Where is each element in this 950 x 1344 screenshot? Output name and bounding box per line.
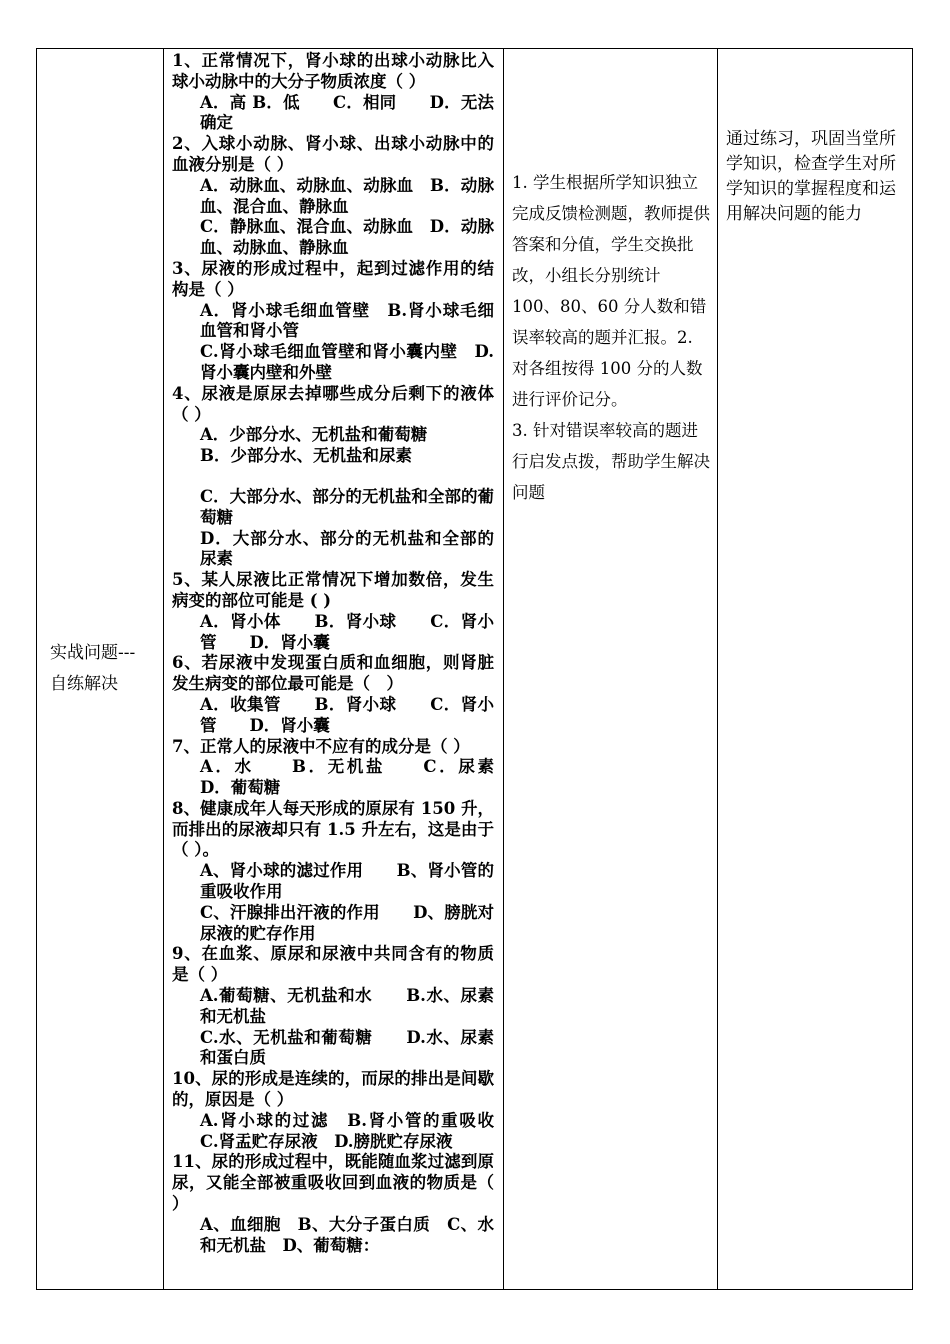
question-options: A、肾小球的滤过作用 B、肾小管的重吸收作用 [200,861,494,902]
teacher-paragraph: 1. 学生根据所学知识独立完成反馈检测题，教师提供答案和分值，学生交换批改，小组长分别统计 100、80、60 分人数和错误率较高的题并汇报。2. 对各组按得 100 分的人数进行评价记分。 [512,173,710,409]
question-stem: 3、尿液的形成过程中，起到过滤作用的结构是（ ） [172,258,494,299]
question-item [172,51,494,134]
question-options: A、血细胞 B、大分子蛋白质 C、水和无机盐 D、葡萄糖： [200,1214,494,1255]
question-options: A．肾小体 B．肾小球 C．肾小管 D．肾小囊 [200,611,494,652]
question-options: A．少部分水、无机盐和葡萄糖 [200,425,428,445]
question-item [172,799,494,945]
question-item [172,134,494,259]
question-options: A.肾小球的过滤 B.肾小管的重吸收 C.肾盂贮存尿液 D.膀胱贮存尿液 [200,1110,511,1151]
question-stem: 7、正常人的尿液中不应有的成分是（ ） [172,736,470,756]
design-intent-text: 通过练习，巩固当堂所学知识，检查学生对所学知识的掌握程度和运用解决问题的能力 [726,129,896,224]
question-item [172,653,494,736]
question-stem: 4、尿液是原尿去掉哪些成分后剩下的液体（ ） [172,383,494,424]
stage-cell [37,49,164,1290]
lesson-plan-table [36,48,913,1290]
stage-label: 实战问题---自练解决 [50,643,136,694]
question-options: A．水 B．无机盐 C．尿素 D．葡萄糖 [200,757,511,798]
questions-cell [164,49,511,1290]
question-options: A．收集管 B．肾小球 C．肾小管 D．肾小囊 [200,694,494,735]
question-item [172,384,494,570]
design-intent-cell [718,49,913,1290]
question-item [172,944,494,1069]
question-options: C．大部分水、部分的无机盐和全部的葡萄糖 [200,486,494,527]
question-item [172,570,494,653]
question-options: A．动脉血、动脉血、动脉血 B．动脉血、混合血、静脉血 [200,175,494,216]
question-item [172,1152,494,1256]
question-options: C.水、无机盐和葡萄糖 D.水、尿素和蛋白质 [200,1027,494,1068]
teacher-paragraph: 3. 针对错误率较高的题进行启发点拨，帮助学生解决问题 [512,421,710,502]
question-options: B．少部分水、无机盐和尿素 [200,446,412,466]
question-stem: 6、若尿液中发现蛋白质和血细胞，则肾脏发生病变的部位最可能是（ ） [172,653,494,694]
question-stem: 5、某人尿液比正常情况下增加数倍，发生病变的部位可能是 ( ) [172,570,494,610]
question-stem: 10、尿的形成是连续的，而尿的排出是间歇的，原因是（ ） [172,1069,494,1110]
teacher-activity-text [512,167,711,508]
question-stem: 1、正常情况下，肾小球的出球小动脉比入球小动脉中的大分子物质浓度（ ） [172,51,494,91]
question-options: D．大部分水、部分的无机盐和全部的尿素 [200,528,494,569]
question-options: C、汗腺排出汗液的作用 D、膀胱对尿液的贮存作用 [200,902,494,943]
question-stem: 9、在血浆、原尿和尿液中共同含有的物质是（ ） [172,944,494,985]
teacher-activity-cell [504,49,718,1290]
question-stem: 8、健康成年人每天形成的原尿有 150 升，而排出的尿液却只有 1.5 升左右，这是由于（ ）。 [172,798,494,860]
question-options: A.葡萄糖、无机盐和水 B.水、尿素和无机盐 [200,986,494,1026]
question-stem: 2、入球小动脉、肾小球、出球小动脉中的血液分别是（ ） [172,134,494,174]
question-item [172,736,511,799]
table-row [37,49,913,1290]
blank-line [172,467,494,487]
question-options: C.肾小球毛细血管壁和肾小囊内壁 D.肾小囊内壁和外壁 [200,342,494,382]
question-stem: 11、尿的形成过程中，既能随血浆过滤到原尿，又能全部被重吸收回到血液的物质是（ ） [172,1152,494,1214]
question-options: A．高 B．低 C．相同 D．无法确定 [200,92,494,133]
question-item [172,1069,511,1152]
question-item [172,259,494,384]
question-options: A．肾小球毛细血管壁 B.肾小球毛细血管和肾小管 [200,300,494,341]
question-list [172,51,511,1256]
question-options: C．静脉血、混合血、动脉血 D．动脉血、动脉血、静脉血 [200,217,494,258]
